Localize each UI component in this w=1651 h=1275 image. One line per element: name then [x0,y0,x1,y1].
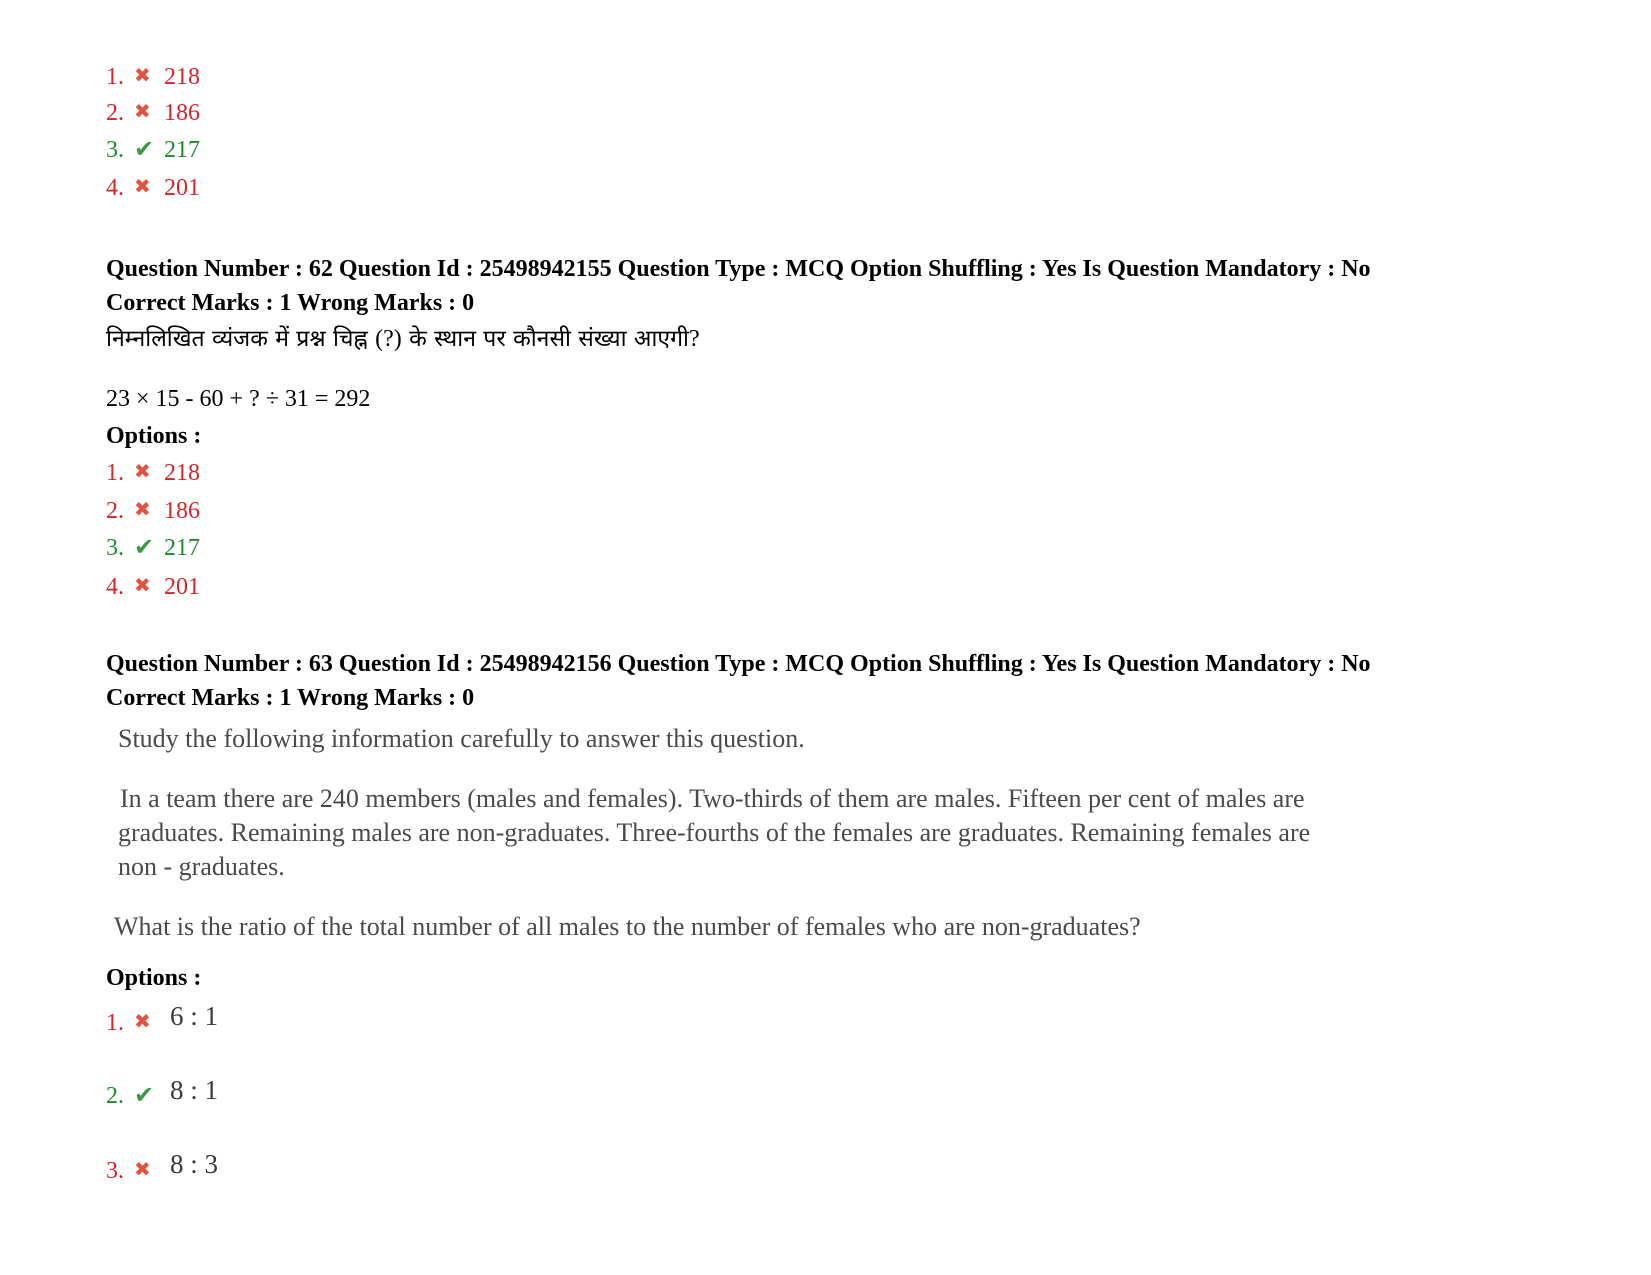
check-icon: ✔ [134,1083,155,1109]
q63-header: Question Number : 63 Question Id : 25498942156 Question Type : MCQ Option Shuffling : Yes Is Question Mandatory : No [106,651,1371,677]
cross-icon: ✖ [134,575,151,597]
q63-marks: Correct Marks : 1 Wrong Marks : 0 [106,685,475,711]
option-2: 2. ✖ 186 [106,100,200,126]
q62-option-1: 1. ✖ 218 [106,460,200,486]
q63-option-3: 3. ✖ [106,1156,164,1185]
cross-icon: ✖ [134,1011,151,1033]
q63-intro: Study the following information carefully to answer this question. [118,724,805,753]
q63-question: What is the ratio of the total number of all males to the number of females who are non-graduates? [114,912,1141,941]
q62-options-label: Options : [106,423,202,449]
check-icon: ✔ [134,535,155,561]
check-icon: ✔ [134,137,155,163]
cross-icon: ✖ [134,1159,151,1181]
option-3: 3. ✔ 217 [106,137,200,163]
cross-icon: ✖ [134,65,151,87]
cross-icon: ✖ [134,176,151,198]
q63-option-1: 1. ✖ [106,1008,164,1037]
cross-icon: ✖ [134,101,151,123]
q62-expression: 23 × 15 - 60 + ? ÷ 31 = 292 [106,386,371,412]
q62-option-2: 2. ✖ 186 [106,498,200,524]
q63-option-1-value: 6 : 1 [170,1001,219,1031]
q62-option-3: 3. ✔ 217 [106,535,200,561]
q63-option-2-value: 8 : 1 [170,1075,219,1105]
q62-header: Question Number : 62 Question Id : 25498942155 Question Type : MCQ Option Shuffling : Yes Is Question Mandatory : No [106,256,1371,282]
option-1: 1. ✖ 218 [106,64,200,90]
option-4: 4. ✖ 201 [106,175,200,201]
q62-marks: Correct Marks : 1 Wrong Marks : 0 [106,290,475,316]
cross-icon: ✖ [134,461,151,483]
q62-question: निम्नलिखित व्यंजक में प्रश्न चिह्न (?) के स्थान पर कौनसी संख्या आएगी? [106,326,700,352]
q63-option-3-value: 8 : 3 [170,1149,219,1179]
q63-para-line-3: non - graduates. [118,852,285,881]
q62-option-4: 4. ✖ 201 [106,574,200,600]
q63-options-label: Options : [106,965,202,991]
q63-para-line-1: In a team there are 240 members (males and females). Two-thirds of them are males. Fifteen per cent of males are [120,784,1305,813]
cross-icon: ✖ [134,499,151,521]
q63-option-2: 2. ✔ [106,1082,164,1110]
q63-para-line-2: graduates. Remaining males are non-graduates. Three-fourths of the females are graduates. Remaining females are [118,818,1311,847]
